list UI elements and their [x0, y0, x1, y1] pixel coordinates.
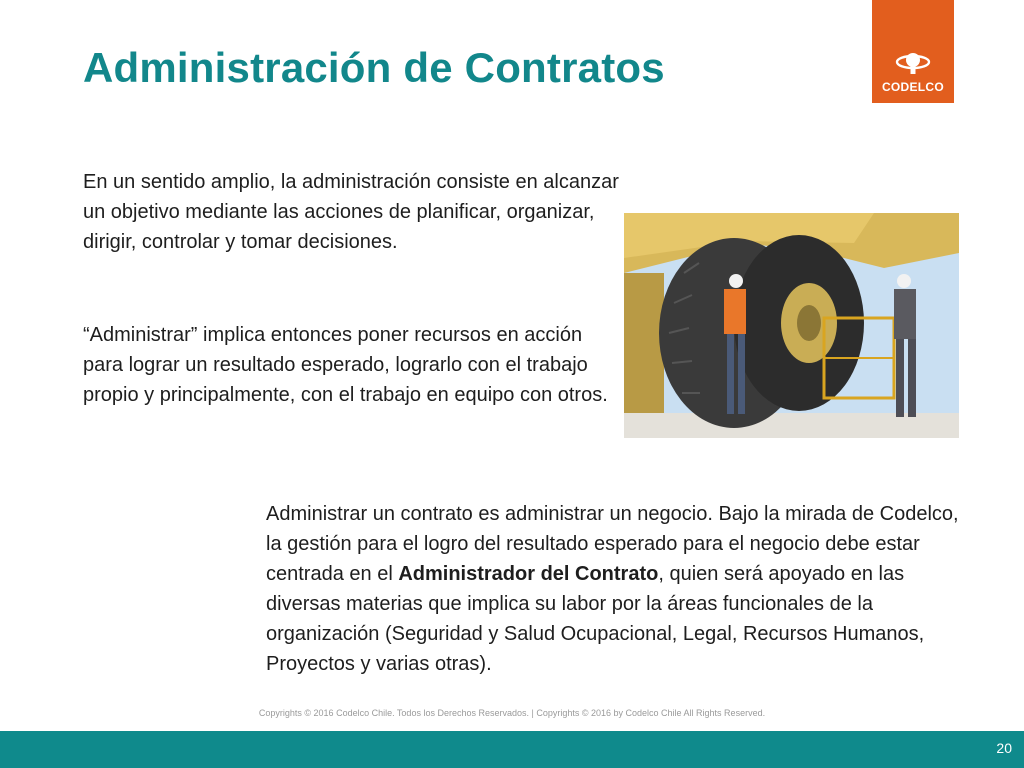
copyright-footer: Copyrights © 2016 Codelco Chile. Todos los Derechos Reservados. | Copyrights © 2016 by Codelco Chile All Rights Reserved. — [258, 708, 766, 718]
mining-truck-photo — [624, 213, 959, 438]
page-number: 20 — [996, 740, 1012, 756]
slide-title: Administración de Contratos — [83, 44, 665, 91]
administrador-del-contrato-bold: Administrador del Contrato — [398, 563, 659, 585]
bottom-bar — [0, 731, 1024, 768]
paragraph-definition: En un sentido amplio, la administración consiste en alcanzar un objetivo mediante las acciones de planificar, organizar, dirigir, controlar y tomar decisiones. — [83, 171, 619, 253]
paragraph-contrato-part-1: Administrar un contrato es administrar un negocio. Bajo la mirada de Codelco, la gestión para el logro del resultado esperado para el negocio debe estar centrada en el — [266, 503, 959, 585]
codelco-logo-icon — [895, 50, 931, 78]
paragraph-administrar: “Administrar” implica entonces poner recursos en acción para lograr un resultado esperado, lograrlo con el trabajo propio y principalmente, con el trabajo en equipo con otros. — [83, 324, 608, 406]
paragraph-contrato-part-2: , quien será apoyado en las diversas materias que implica su labor por la áreas funcionales de la organización (Seguridad y Salud Ocupacional, Legal, Recursos Humanos, Proyectos y varias otras). — [266, 563, 925, 675]
logo-wordmark: CODELCO — [881, 80, 945, 94]
paragraph-contrato — [266, 499, 966, 679]
codelco-logo — [872, 0, 954, 103]
